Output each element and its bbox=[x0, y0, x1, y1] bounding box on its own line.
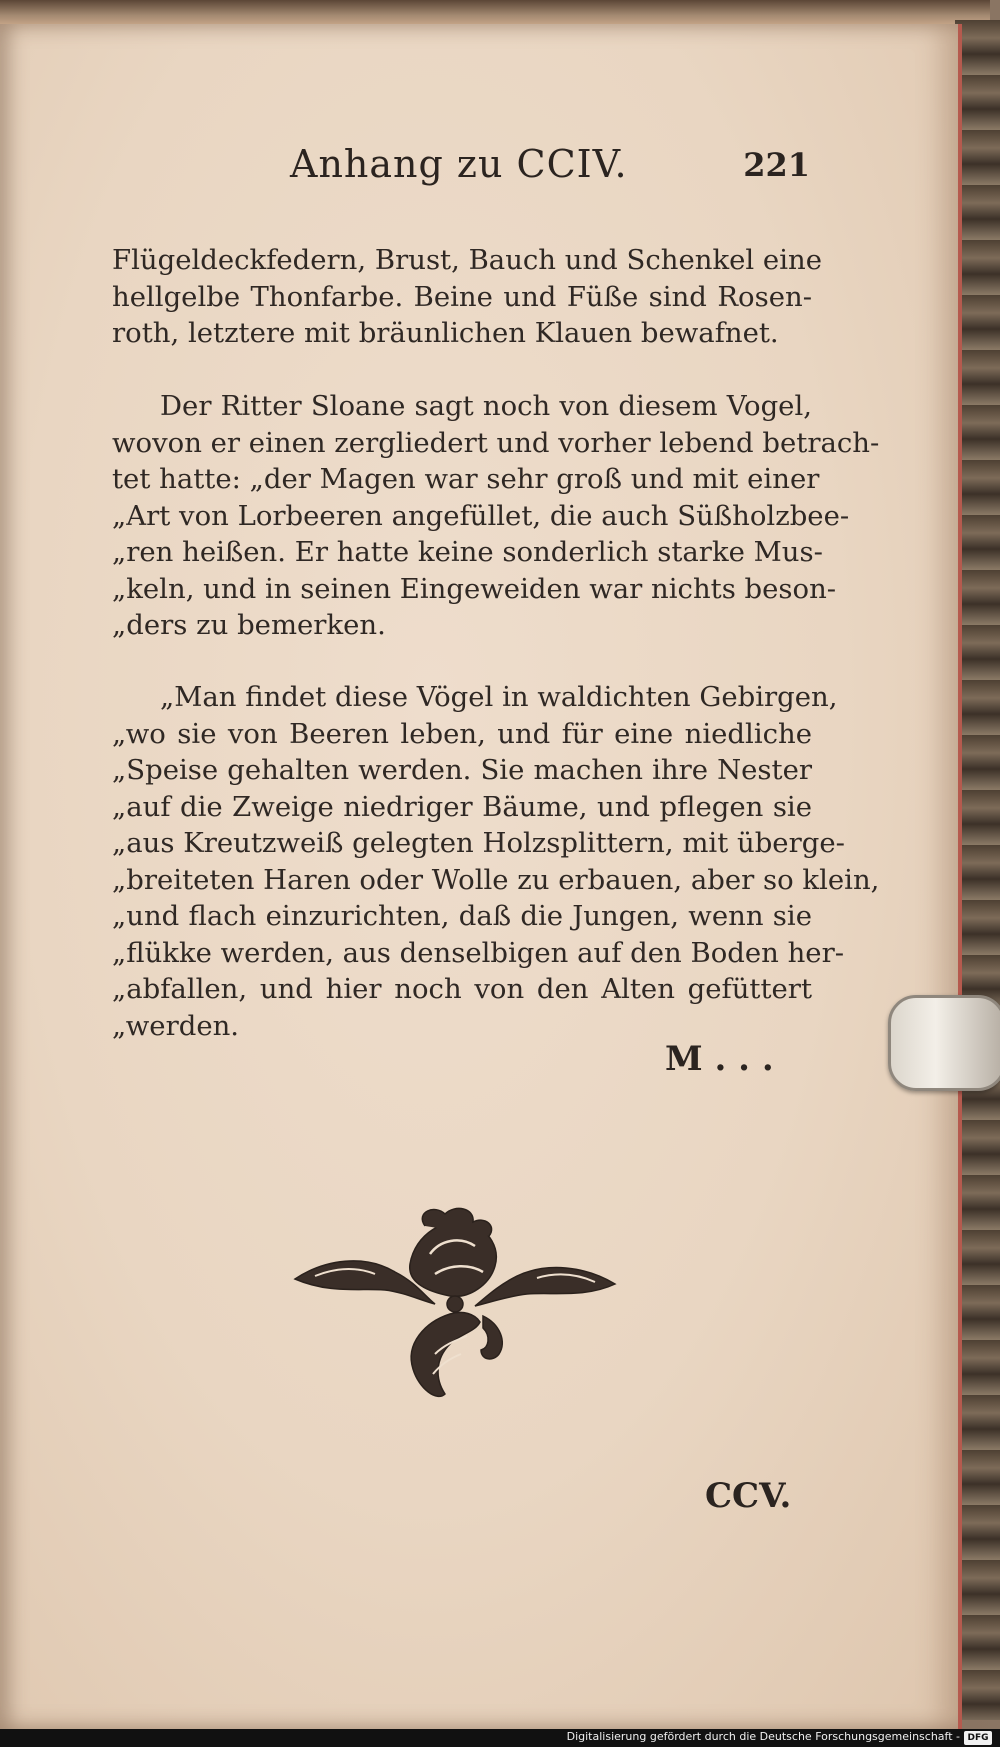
text-line: roth, letztere mit bräunlichen Klauen bewafnet. bbox=[112, 317, 779, 349]
footer-credit: Digitalisierung gefördert durch die Deutsche Forschungsgemeinschaft - bbox=[566, 1730, 960, 1743]
page-content bbox=[0, 24, 958, 1729]
text-line: tet hatte: „der Magen war sehr groß und mit einer bbox=[112, 463, 820, 495]
page-number: 221 bbox=[743, 146, 810, 184]
running-title: Anhang zu CCIV. bbox=[290, 142, 628, 186]
text-line: „abfallen, und hier noch von den Alten gefüttert bbox=[112, 973, 812, 1005]
text-line: „werden. bbox=[112, 1009, 240, 1042]
text-line: „wo sie von Beeren leben, und für eine niedliche bbox=[112, 717, 812, 750]
book-page bbox=[0, 24, 962, 1729]
text-line: „aus Kreutzweiß gelegten Holzsplittern, mit überge- bbox=[112, 827, 845, 859]
paragraph-2 bbox=[112, 388, 880, 644]
running-head bbox=[290, 142, 810, 202]
text-line: „keln, und in seinen Eingeweiden war nichts beson- bbox=[112, 572, 837, 605]
catchword: M . . . bbox=[665, 1039, 774, 1079]
paragraph-3 bbox=[112, 679, 880, 1044]
text-line: „ren heißen. Er hatte keine sonderlich starke Mus- bbox=[112, 536, 823, 568]
text-line: „breiteten Haren oder Wolle zu erbauen, aber so klein, bbox=[112, 863, 880, 896]
text-line: „und flach einzurichten, daß die Jungen, wenn sie bbox=[112, 900, 812, 932]
text-line: „flükke werden, aus denselbigen auf den Boden her- bbox=[112, 936, 845, 969]
paragraph-1 bbox=[112, 242, 822, 352]
page-clip bbox=[888, 995, 1000, 1091]
text-line: „ders zu bemerken. bbox=[112, 609, 386, 641]
text-line: „Speise gehalten werden. Sie machen ihre Nester bbox=[112, 754, 812, 786]
book-top-edge bbox=[0, 0, 990, 26]
text-line: „auf die Zweige niedriger Bäume, und pflegen sie bbox=[112, 790, 812, 823]
ornament-vignette-icon bbox=[285, 1204, 625, 1404]
text-line: hellgelbe Thonfarbe. Beine und Füße sind Rosen- bbox=[112, 280, 812, 313]
text-line: „Art von Lorbeeren angefüllet, die auch Süßholzbee- bbox=[112, 499, 850, 532]
catchword: CCV. bbox=[705, 1476, 792, 1516]
text-line: wovon er einen zergliedert und vorher lebend betrach- bbox=[112, 426, 880, 459]
text-line: Flügeldeckfedern, Brust, Bauch und Schenkel eine bbox=[112, 244, 822, 276]
dfg-logo-icon: DFG bbox=[964, 1731, 992, 1745]
text-line: „Man findet diese Vögel in waldichten Gebirgen, bbox=[160, 681, 838, 713]
text-line: Der Ritter Sloane sagt noch von diesem Vogel, bbox=[160, 390, 812, 422]
